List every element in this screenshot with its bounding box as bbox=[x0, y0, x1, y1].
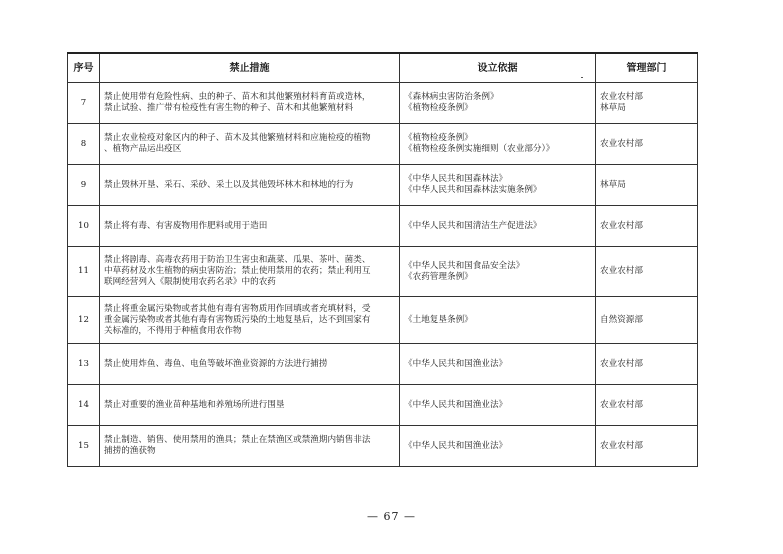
header-basis: 设立依据 bbox=[400, 53, 596, 83]
department-line: 农业农村部 bbox=[600, 266, 643, 276]
basis-line: 《中华人民共和国森林法实施条例》 bbox=[404, 185, 542, 195]
measure-cell bbox=[100, 83, 400, 124]
measure-line: 禁止将有毒、有害废物用作肥料或用于造田 bbox=[104, 220, 268, 231]
measure-line: 禁止将剧毒、高毒农药用于防治卫生害虫和蔬菜、瓜果、茶叶、菌类、 bbox=[104, 255, 371, 265]
row-number: 15 bbox=[68, 426, 100, 467]
department-line: 林草局 bbox=[600, 103, 626, 113]
row-number: 9 bbox=[68, 165, 100, 206]
department-cell bbox=[596, 83, 698, 124]
measure-line: 禁止毁林开垦、采石、采砂、采土以及其他毁坏林木和林地的行为 bbox=[104, 179, 354, 190]
department-line: 农业农村部 bbox=[600, 358, 643, 369]
table-row bbox=[68, 297, 698, 344]
basis-line: 《中华人民共和国渔业法》 bbox=[404, 358, 508, 369]
measure-line: 禁止将重金属污染物或者其他有毒有害物质用作回填或者充填材料，受 bbox=[104, 303, 371, 314]
basis-line: 《植物检疫条例》 bbox=[404, 103, 473, 113]
department-cell bbox=[596, 297, 698, 344]
table-row bbox=[68, 165, 698, 206]
table-row bbox=[68, 124, 698, 165]
measure-line: 中草药材及水生植物的病虫害防治；禁止使用禁用的农药；禁止利用互 bbox=[104, 266, 371, 276]
measure-line: 禁止对重要的渔业苗种基地和养殖场所进行围垦 bbox=[104, 399, 285, 410]
row-number: 14 bbox=[68, 385, 100, 426]
measure-cell bbox=[100, 247, 400, 297]
measure-line: 禁止使用炸鱼、毒鱼、电鱼等破坏渔业资源的方法进行捕捞 bbox=[104, 358, 328, 369]
basis-cell bbox=[400, 206, 596, 247]
table-row bbox=[68, 385, 698, 426]
department-line: 林草局 bbox=[600, 179, 626, 190]
measure-cell bbox=[100, 385, 400, 426]
department-line: 农业农村部 bbox=[600, 92, 643, 102]
department-line: 农业农村部 bbox=[600, 138, 643, 149]
department-cell bbox=[596, 165, 698, 206]
measure-line: 重金属污染物或者其他有毒有害物质污染的土地复垦后，达不到国家有 bbox=[104, 314, 371, 325]
table-header bbox=[68, 53, 698, 83]
measure-line: 禁止农业检疫对象区内的种子、苗木及其他繁殖材料和应施检疫的植物 bbox=[104, 133, 371, 143]
measure-line: 联网经营列入《限制使用农药名录》中的农药 bbox=[104, 277, 276, 287]
measure-line: 、植物产品运出疫区 bbox=[104, 144, 182, 154]
department-line: 农业农村部 bbox=[600, 440, 643, 451]
measure-line: 禁止试验、推广带有检疫性有害生物的种子、苗木和其他繁殖材料 bbox=[104, 103, 354, 113]
header-measure: 禁止措施 bbox=[100, 53, 400, 83]
department-cell bbox=[596, 385, 698, 426]
table-row bbox=[68, 206, 698, 247]
basis-cell bbox=[400, 247, 596, 297]
row-number: 12 bbox=[68, 297, 100, 344]
row-number: 13 bbox=[68, 344, 100, 385]
header-number: 序号 bbox=[68, 53, 100, 83]
measure-line: 禁止使用带有危险性病、虫的种子、苗木和其他繁殖材料育苗或造林， bbox=[104, 92, 371, 102]
department-line: 农业农村部 bbox=[600, 220, 643, 231]
row-number: 11 bbox=[68, 247, 100, 297]
basis-line: 《中华人民共和国食品安全法》 bbox=[404, 260, 525, 271]
basis-line: 《中华人民共和国森林法》 bbox=[404, 174, 508, 184]
header-department: 管理部门 bbox=[596, 53, 698, 83]
measure-cell bbox=[100, 344, 400, 385]
table-row bbox=[68, 83, 698, 124]
table-row bbox=[68, 344, 698, 385]
stray-mark bbox=[581, 77, 583, 78]
department-cell bbox=[596, 247, 698, 297]
row-number: 8 bbox=[68, 124, 100, 165]
basis-cell bbox=[400, 124, 596, 165]
measure-line: 关标准的，不得用于种植食用农作物 bbox=[104, 325, 242, 336]
prohibition-measures-table bbox=[67, 52, 698, 467]
basis-line: 《森林病虫害防治条例》 bbox=[404, 92, 499, 102]
row-number: 7 bbox=[68, 83, 100, 124]
table-header-row bbox=[68, 53, 698, 83]
department-cell bbox=[596, 124, 698, 165]
basis-line: 《中华人民共和国清洁生产促进法》 bbox=[404, 220, 542, 231]
basis-line: 《中华人民共和国渔业法》 bbox=[404, 440, 508, 451]
basis-line: 《中华人民共和国渔业法》 bbox=[404, 399, 508, 410]
basis-cell bbox=[400, 297, 596, 344]
measure-cell bbox=[100, 124, 400, 165]
basis-line: 《植物检疫条例实施细则（农业部分）》 bbox=[404, 144, 555, 154]
department-line: 农业农村部 bbox=[600, 399, 643, 410]
basis-line: 《植物检疫条例》 bbox=[404, 133, 473, 143]
basis-cell bbox=[400, 344, 596, 385]
table-row bbox=[68, 247, 698, 297]
measure-cell bbox=[100, 426, 400, 467]
measure-cell bbox=[100, 297, 400, 344]
measure-cell bbox=[100, 206, 400, 247]
basis-line: 《土地复垦条例》 bbox=[404, 314, 473, 325]
row-number: 10 bbox=[68, 206, 100, 247]
department-cell bbox=[596, 344, 698, 385]
measure-line: 禁止制造、销售、使用禁用的渔具；禁止在禁渔区或禁渔期内销售非法 bbox=[104, 435, 371, 445]
measure-cell bbox=[100, 165, 400, 206]
basis-cell bbox=[400, 165, 596, 206]
table-row bbox=[68, 426, 698, 467]
department-cell bbox=[596, 206, 698, 247]
basis-line: 《农药管理条例》 bbox=[404, 271, 473, 282]
basis-cell bbox=[400, 426, 596, 467]
department-line: 自然资源部 bbox=[600, 314, 643, 325]
page-number: — 67 — bbox=[367, 510, 416, 523]
department-cell bbox=[596, 426, 698, 467]
table-body bbox=[68, 83, 698, 467]
basis-cell bbox=[400, 83, 596, 124]
basis-cell bbox=[400, 385, 596, 426]
measure-line: 捕捞的渔获物 bbox=[104, 446, 156, 456]
